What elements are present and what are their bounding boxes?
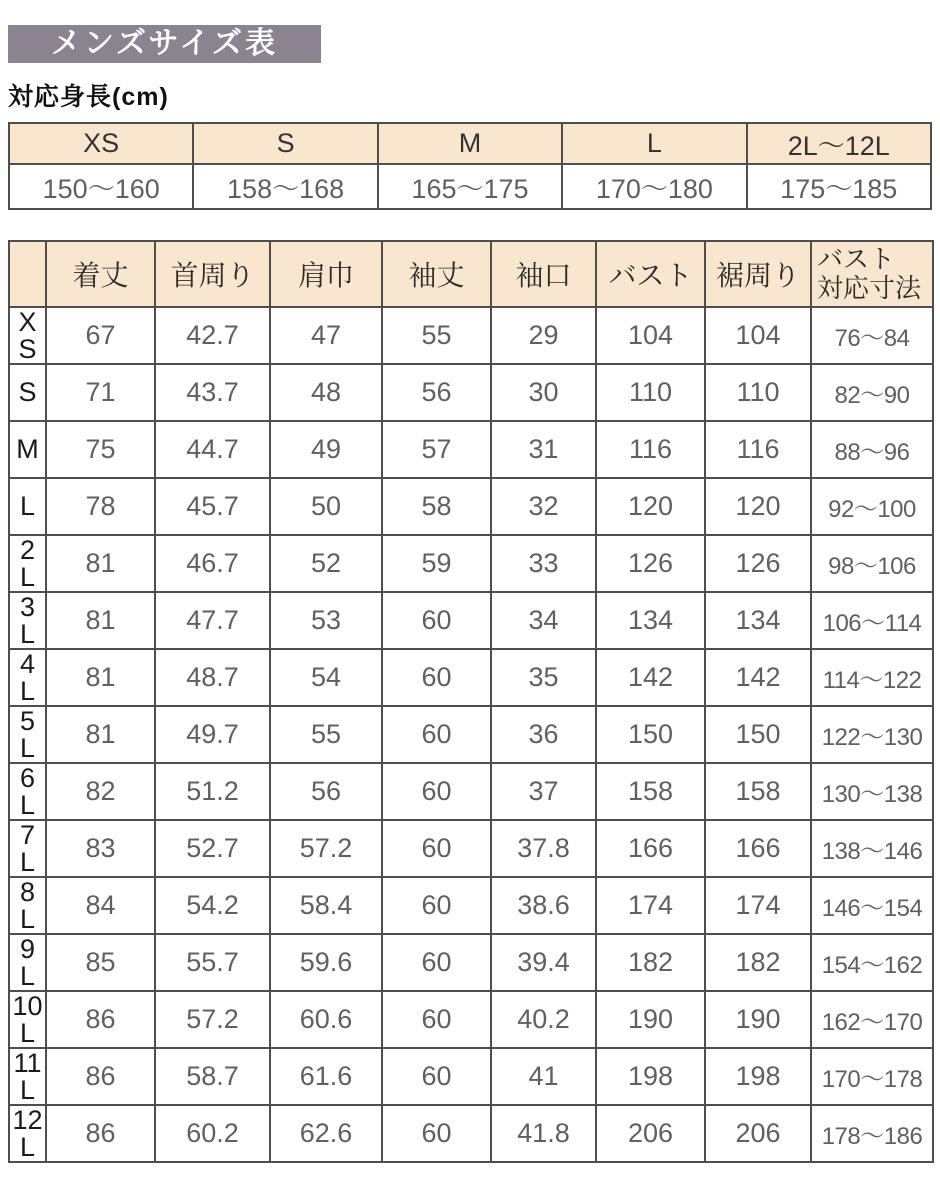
size-value-cell: 60 [382, 592, 491, 649]
size-row-label-line: L [19, 846, 36, 877]
size-row-label [9, 649, 46, 706]
size-row-label-line: L [19, 1074, 36, 1105]
size-value-cell: 81 [46, 535, 155, 592]
size-row-label [9, 1105, 46, 1162]
size-row-label-line: M [16, 434, 39, 465]
size-row-label-line: L [19, 789, 36, 820]
size-row-label [9, 1048, 46, 1105]
size-value-cell: 142 [705, 649, 811, 706]
size-value-cell: 60.6 [270, 991, 382, 1048]
height-size-header: XS [9, 123, 193, 164]
size-value-cell: 60.2 [155, 1105, 270, 1162]
size-table-row [9, 1105, 933, 1162]
size-value-cell: 58.7 [155, 1048, 270, 1105]
size-value-cell: 37.8 [491, 820, 596, 877]
size-value-cell: 116 [596, 421, 705, 478]
size-value-cell: 134 [705, 592, 811, 649]
size-value-cell: 60 [382, 991, 491, 1048]
size-value-cell: 42.7 [155, 307, 270, 364]
size-table-row [9, 763, 933, 820]
height-size-header: S [193, 123, 377, 164]
size-value-cell: 38.6 [491, 877, 596, 934]
size-value-cell: 60 [382, 706, 491, 763]
size-value-cell: 170～178 [811, 1048, 933, 1105]
size-value-cell: 46.7 [155, 535, 270, 592]
size-value-cell: 85 [46, 934, 155, 991]
size-value-cell: 81 [46, 592, 155, 649]
size-table-row [9, 934, 933, 991]
size-value-cell: 58.4 [270, 877, 382, 934]
size-row-label-line: S [18, 333, 37, 364]
size-table-row [9, 478, 933, 535]
size-value-cell: 71 [46, 364, 155, 421]
size-row-label [9, 307, 46, 364]
size-value-cell: 49 [270, 421, 382, 478]
size-row-label-line: L [19, 903, 36, 934]
height-table-caption: 対応身長(cm) [8, 83, 169, 111]
size-value-cell: 47.7 [155, 592, 270, 649]
size-column-header: 裾周り [705, 241, 811, 307]
size-row-label [9, 421, 46, 478]
size-column-header: バスト [596, 241, 705, 307]
size-value-cell: 60 [382, 1048, 491, 1105]
size-value-cell: 59.6 [270, 934, 382, 991]
size-value-cell: 182 [596, 934, 705, 991]
size-value-cell: 82～90 [811, 364, 933, 421]
size-row-label-line: L [19, 675, 36, 706]
size-value-cell: 60 [382, 877, 491, 934]
size-value-cell: 49.7 [155, 706, 270, 763]
height-table [8, 122, 932, 210]
size-value-cell: 198 [705, 1048, 811, 1105]
size-value-cell: 82 [46, 763, 155, 820]
size-value-cell: 142 [596, 649, 705, 706]
size-value-cell: 53 [270, 592, 382, 649]
size-value-cell: 47 [270, 307, 382, 364]
size-value-cell: 138～146 [811, 820, 933, 877]
size-value-cell: 40.2 [491, 991, 596, 1048]
size-table-row [9, 592, 933, 649]
size-table-row [9, 364, 933, 421]
size-value-cell: 104 [596, 307, 705, 364]
size-table-row [9, 820, 933, 877]
size-value-cell: 48 [270, 364, 382, 421]
size-table-body [9, 307, 933, 1162]
size-row-label-line: S [18, 377, 37, 408]
size-row-label [9, 592, 46, 649]
size-value-cell: 190 [705, 991, 811, 1048]
size-value-cell: 81 [46, 649, 155, 706]
height-table-value-row [9, 164, 931, 209]
size-row-label-line: L [19, 618, 36, 649]
size-value-cell: 84 [46, 877, 155, 934]
size-row-label [9, 478, 46, 535]
size-row-label-line: 11 [13, 1048, 42, 1079]
size-value-cell: 174 [705, 877, 811, 934]
size-row-label [9, 364, 46, 421]
size-value-cell: 75 [46, 421, 155, 478]
size-value-cell: 106～114 [811, 592, 933, 649]
size-value-cell: 182 [705, 934, 811, 991]
size-column-header: 肩巾 [270, 241, 382, 307]
size-value-cell: 36 [491, 706, 596, 763]
size-row-label-line: 9 [19, 934, 36, 965]
size-value-cell: 39.4 [491, 934, 596, 991]
size-value-cell: 60 [382, 1105, 491, 1162]
height-size-header: L [562, 123, 746, 164]
size-value-cell: 158 [596, 763, 705, 820]
size-value-cell: 55 [270, 706, 382, 763]
size-value-cell: 110 [596, 364, 705, 421]
height-range-cell: 158～168 [193, 164, 377, 209]
size-table-row [9, 991, 933, 1048]
size-value-cell: 116 [705, 421, 811, 478]
size-value-cell: 33 [491, 535, 596, 592]
size-value-cell: 56 [382, 364, 491, 421]
size-value-cell: 35 [491, 649, 596, 706]
size-row-label [9, 991, 46, 1048]
bust-range-header-line: 対応寸法 [817, 273, 922, 303]
size-value-cell: 92～100 [811, 478, 933, 535]
size-table-corner-cell [9, 241, 46, 307]
size-row-label [9, 535, 46, 592]
size-value-cell: 51.2 [155, 763, 270, 820]
size-value-cell: 32 [491, 478, 596, 535]
size-column-header: 袖口 [491, 241, 596, 307]
size-row-label-line: 4 [19, 649, 36, 680]
size-value-cell: 81 [46, 706, 155, 763]
size-value-cell: 50 [270, 478, 382, 535]
size-row-label-line: 5 [19, 706, 36, 737]
size-table-row [9, 535, 933, 592]
size-table-row [9, 706, 933, 763]
size-row-label-line: L [19, 491, 36, 522]
size-value-cell: 67 [46, 307, 155, 364]
height-range-cell: 165～175 [378, 164, 562, 209]
size-table-header-row [9, 241, 933, 307]
size-row-label-line: 7 [19, 820, 36, 851]
size-value-cell: 162～170 [811, 991, 933, 1048]
size-value-cell: 34 [491, 592, 596, 649]
size-value-cell: 190 [596, 991, 705, 1048]
size-column-header: 着丈 [46, 241, 155, 307]
size-column-header-bust-range [811, 241, 933, 307]
size-row-label-line: 8 [19, 877, 36, 908]
size-row-label-line: 3 [19, 592, 36, 623]
size-table [8, 240, 934, 1163]
size-value-cell: 120 [705, 478, 811, 535]
size-row-label-line: L [19, 1017, 36, 1048]
size-value-cell: 52 [270, 535, 382, 592]
size-row-label-line: L [19, 960, 36, 991]
size-value-cell: 83 [46, 820, 155, 877]
size-value-cell: 58 [382, 478, 491, 535]
size-value-cell: 150 [705, 706, 811, 763]
size-table-row [9, 1048, 933, 1105]
size-row-label-line: 6 [19, 763, 36, 794]
size-value-cell: 60 [382, 763, 491, 820]
size-value-cell: 60 [382, 820, 491, 877]
height-range-cell: 170～180 [562, 164, 746, 209]
size-row-label-line: 2 [19, 535, 36, 566]
size-table-row [9, 877, 933, 934]
size-value-cell: 110 [705, 364, 811, 421]
size-value-cell: 122～130 [811, 706, 933, 763]
size-value-cell: 59 [382, 535, 491, 592]
page-title: メンズサイズ表 [8, 25, 321, 63]
size-value-cell: 57.2 [270, 820, 382, 877]
size-column-header: 袖丈 [382, 241, 491, 307]
size-value-cell: 41.8 [491, 1105, 596, 1162]
size-value-cell: 206 [596, 1105, 705, 1162]
size-value-cell: 60 [382, 934, 491, 991]
height-table-header-row [9, 123, 931, 164]
size-value-cell: 150 [596, 706, 705, 763]
size-value-cell: 104 [705, 307, 811, 364]
size-row-label-line: X [18, 307, 37, 338]
size-table-row [9, 307, 933, 364]
size-row-label-line: L [19, 1131, 36, 1162]
size-value-cell: 55 [382, 307, 491, 364]
size-value-cell: 178～186 [811, 1105, 933, 1162]
size-value-cell: 30 [491, 364, 596, 421]
size-value-cell: 54 [270, 649, 382, 706]
size-value-cell: 57.2 [155, 991, 270, 1048]
size-value-cell: 48.7 [155, 649, 270, 706]
size-value-cell: 37 [491, 763, 596, 820]
size-value-cell: 52.7 [155, 820, 270, 877]
size-value-cell: 61.6 [270, 1048, 382, 1105]
size-value-cell: 166 [596, 820, 705, 877]
size-value-cell: 86 [46, 1105, 155, 1162]
size-value-cell: 206 [705, 1105, 811, 1162]
size-value-cell: 55.7 [155, 934, 270, 991]
size-value-cell: 43.7 [155, 364, 270, 421]
size-value-cell: 126 [705, 535, 811, 592]
size-row-label-line: L [19, 561, 36, 592]
size-value-cell: 29 [491, 307, 596, 364]
size-value-cell: 60 [382, 649, 491, 706]
size-value-cell: 166 [705, 820, 811, 877]
size-value-cell: 98～106 [811, 535, 933, 592]
height-range-cell: 175～185 [747, 164, 931, 209]
size-value-cell: 86 [46, 1048, 155, 1105]
size-value-cell: 126 [596, 535, 705, 592]
size-row-label [9, 763, 46, 820]
size-value-cell: 86 [46, 991, 155, 1048]
size-value-cell: 78 [46, 478, 155, 535]
size-column-header: 首周り [155, 241, 270, 307]
bust-range-header-line: バスト [817, 243, 896, 274]
size-table-row [9, 421, 933, 478]
size-value-cell: 56 [270, 763, 382, 820]
size-value-cell: 114～122 [811, 649, 933, 706]
size-row-label-line: 10 [12, 991, 43, 1022]
size-value-cell: 158 [705, 763, 811, 820]
size-value-cell: 120 [596, 478, 705, 535]
height-size-header: M [378, 123, 562, 164]
size-value-cell: 62.6 [270, 1105, 382, 1162]
size-row-label [9, 820, 46, 877]
size-value-cell: 88～96 [811, 421, 933, 478]
size-row-label-line: 12 [12, 1105, 43, 1136]
size-value-cell: 146～154 [811, 877, 933, 934]
size-value-cell: 198 [596, 1048, 705, 1105]
size-value-cell: 174 [596, 877, 705, 934]
size-value-cell: 44.7 [155, 421, 270, 478]
size-value-cell: 41 [491, 1048, 596, 1105]
size-row-label [9, 934, 46, 991]
size-value-cell: 130～138 [811, 763, 933, 820]
size-value-cell: 76～84 [811, 307, 933, 364]
size-row-label [9, 877, 46, 934]
size-value-cell: 31 [491, 421, 596, 478]
size-value-cell: 54.2 [155, 877, 270, 934]
size-value-cell: 57 [382, 421, 491, 478]
size-value-cell: 154～162 [811, 934, 933, 991]
size-value-cell: 45.7 [155, 478, 270, 535]
height-size-header: 2L～12L [747, 123, 931, 164]
size-value-cell: 134 [596, 592, 705, 649]
size-table-row [9, 649, 933, 706]
size-row-label [9, 706, 46, 763]
height-range-cell: 150～160 [9, 164, 193, 209]
size-row-label-line: L [19, 732, 36, 763]
